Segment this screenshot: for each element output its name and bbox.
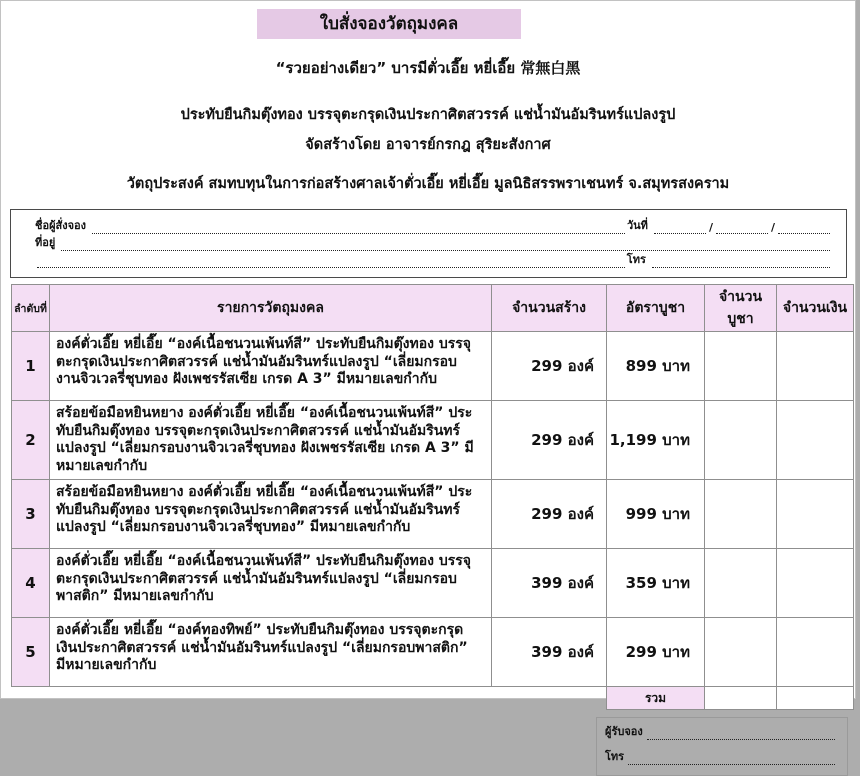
table-header-row bbox=[12, 285, 854, 332]
order-quantity-cell bbox=[705, 480, 777, 549]
amount-cell bbox=[777, 332, 854, 401]
header-quantity-made: จำนวนสร้าง bbox=[492, 285, 607, 332]
orderer-name-line bbox=[35, 217, 832, 234]
item-description: องค์ตั่วเอี๊ย หยี่เอี๊ย “องค์ทองทิพย์” ประทับยืนกิมตุ๊งทอง บรรจุตะกรุดเงินประกาศิตสวรรค์ แช่น้ำมันอัมรินทร์แปลงรูป “เลี่ยมกรอบพาสติก” มีหมายเลขกำกับ bbox=[50, 618, 492, 687]
receiver-field bbox=[647, 727, 835, 740]
item-description: องค์ตั่วเอี๊ย หยี่เอี๊ย “องค์เนื้อชนวนเพ้นท์สี” ประทับยืนกิมตุ๊งทอง บรรจุตะกรุดเงินประกาศิตสวรรค์ แช่น้ำมันอัมรินทร์แปลงรูป “เลี่ยมกรอบพาสติก” มีหมายเลขกำกับ bbox=[50, 549, 492, 618]
header-amount: จำนวนเงิน bbox=[777, 285, 854, 332]
quantity-made: 299 องค์ bbox=[492, 480, 607, 549]
header-no: ลำดับที่ bbox=[12, 285, 50, 332]
total-amount-cell bbox=[777, 687, 854, 710]
amount-cell bbox=[777, 618, 854, 687]
row-number: 3 bbox=[12, 480, 50, 549]
price: 899 บาท bbox=[607, 332, 705, 401]
date-separator: / bbox=[770, 221, 775, 234]
phone-line bbox=[35, 251, 832, 268]
address-field bbox=[61, 238, 830, 251]
price: 299 บาท bbox=[607, 618, 705, 687]
address-field-continued bbox=[37, 255, 625, 268]
header-order-quantity: จำนวนบูชา bbox=[705, 285, 777, 332]
order-quantity-cell bbox=[705, 332, 777, 401]
total-label: รวม bbox=[607, 687, 705, 710]
receiver-signature-box bbox=[596, 717, 848, 776]
item-description: องค์ตั่วเอี๊ย หยี่เอี๊ย “องค์เนื้อชนวนเพ้นท์สี” ประทับยืนกิมตุ๊งทอง บรรจุตะกรุดเงินประกาศิตสวรรค์ แช่น้ำมันอัมรินทร์แปลงรูป “เลี่ยมกรอบงานจิวเวลรี่ชุบทอง ฝังเพชรรัสเซีย เกรด A 3” มีหมายเลขกำกับ bbox=[50, 332, 492, 401]
quantity-made: 299 องค์ bbox=[492, 401, 607, 480]
phone-label: โทร bbox=[626, 253, 646, 266]
receiver-phone-label: โทร bbox=[605, 750, 625, 763]
table-row bbox=[12, 332, 854, 401]
total-row-spacer bbox=[12, 687, 607, 710]
total-order-quantity-cell bbox=[705, 687, 777, 710]
receiver-label: ผู้รับจอง bbox=[605, 725, 643, 738]
item-description: สร้อยข้อมือหยินหยาง องค์ตั่วเอี๊ย หยี่เอี๊ย “องค์เนื้อชนวนเพ้นท์สี” ประทับยืนกิมตุ๊งทอง บรรจุตะกรุดเงินประกาศิตสวรรค์ แช่น้ำมันอัมรินทร์แปลงรูป “เลี่ยมกรอบงานจิวเวลรี่ชุบทอง” มีหมายเลขกำกับ bbox=[50, 480, 492, 549]
table-row bbox=[12, 401, 854, 480]
date-label: วันที่ bbox=[626, 219, 648, 232]
quantity-made: 299 องค์ bbox=[492, 332, 607, 401]
receiver-phone-line bbox=[605, 749, 837, 765]
purpose-line: วัตถุประสงค์ สมทบทุนในการก่อสร้างศาลเจ้าตั่วเอี๊ย หยี่เอี๊ย มูลนิธิสรรพราเชนทร์ จ.สมุทรสงคราม bbox=[126, 176, 730, 192]
address-line bbox=[35, 234, 832, 251]
amount-cell bbox=[777, 549, 854, 618]
date-month-field bbox=[716, 221, 768, 234]
receiver-line bbox=[605, 724, 837, 740]
order-quantity-cell bbox=[705, 618, 777, 687]
orderer-name-label: ชื่อผู้สั่งจอง bbox=[35, 219, 87, 232]
order-quantity-cell bbox=[705, 549, 777, 618]
price: 359 บาท bbox=[607, 549, 705, 618]
date-day-field bbox=[654, 221, 706, 234]
quantity-made: 399 องค์ bbox=[492, 618, 607, 687]
item-description: สร้อยข้อมือหยินหยาง องค์ตั่วเอี๊ย หยี่เอี๊ย “องค์เนื้อชนวนเพ้นท์สี” ประทับยืนกิมตุ๊งทอง บรรจุตะกรุดเงินประกาศิตสวรรค์ แช่น้ำมันอัมรินทร์แปลงรูป “เลี่ยมกรอบงานจิวเวลรี่ชุบทอง ฝังเพชรรัสเซีย เกรด A 3” มีหมายเลขกำกับ bbox=[50, 401, 492, 480]
page-title: ใบสั่งจองวัตถุมงคล bbox=[257, 9, 521, 39]
header-price: อัตราบูชา bbox=[607, 285, 705, 332]
date-year-field bbox=[778, 221, 830, 234]
date-separator: / bbox=[708, 221, 713, 234]
row-number: 5 bbox=[12, 618, 50, 687]
amount-cell bbox=[777, 401, 854, 480]
receiver-phone-field bbox=[628, 752, 835, 765]
orderer-info-box bbox=[10, 209, 847, 278]
row-number: 1 bbox=[12, 332, 50, 401]
total-row bbox=[12, 687, 854, 710]
items-table bbox=[11, 284, 854, 710]
orderer-name-field bbox=[92, 221, 625, 234]
row-number: 2 bbox=[12, 401, 50, 480]
quantity-made: 399 องค์ bbox=[492, 549, 607, 618]
description-line-2: จัดสร้างโดย อาจารย์กรกฎ สุริยะสังกาศ bbox=[305, 137, 551, 153]
header-item: รายการวัตถุมงคล bbox=[50, 285, 492, 332]
row-number: 4 bbox=[12, 549, 50, 618]
phone-field bbox=[652, 255, 830, 268]
address-label: ที่อยู่ bbox=[35, 236, 56, 249]
tagline: “รวยอย่างเดียว” บารมีตั่วเอี๊ย หยี่เอี๊ย 常無白黑 bbox=[275, 59, 581, 77]
amount-cell bbox=[777, 480, 854, 549]
price: 1,199 บาท bbox=[607, 401, 705, 480]
table-row bbox=[12, 549, 854, 618]
table-row bbox=[12, 618, 854, 687]
description-line-1: ประทับยืนกิมตุ๊งทอง บรรจุตะกรุดเงินประกาศิตสวรรค์ แช่น้ำมันอัมรินทร์แปลงรูป bbox=[180, 107, 676, 123]
price: 999 บาท bbox=[607, 480, 705, 549]
table-row bbox=[12, 480, 854, 549]
order-quantity-cell bbox=[705, 401, 777, 480]
